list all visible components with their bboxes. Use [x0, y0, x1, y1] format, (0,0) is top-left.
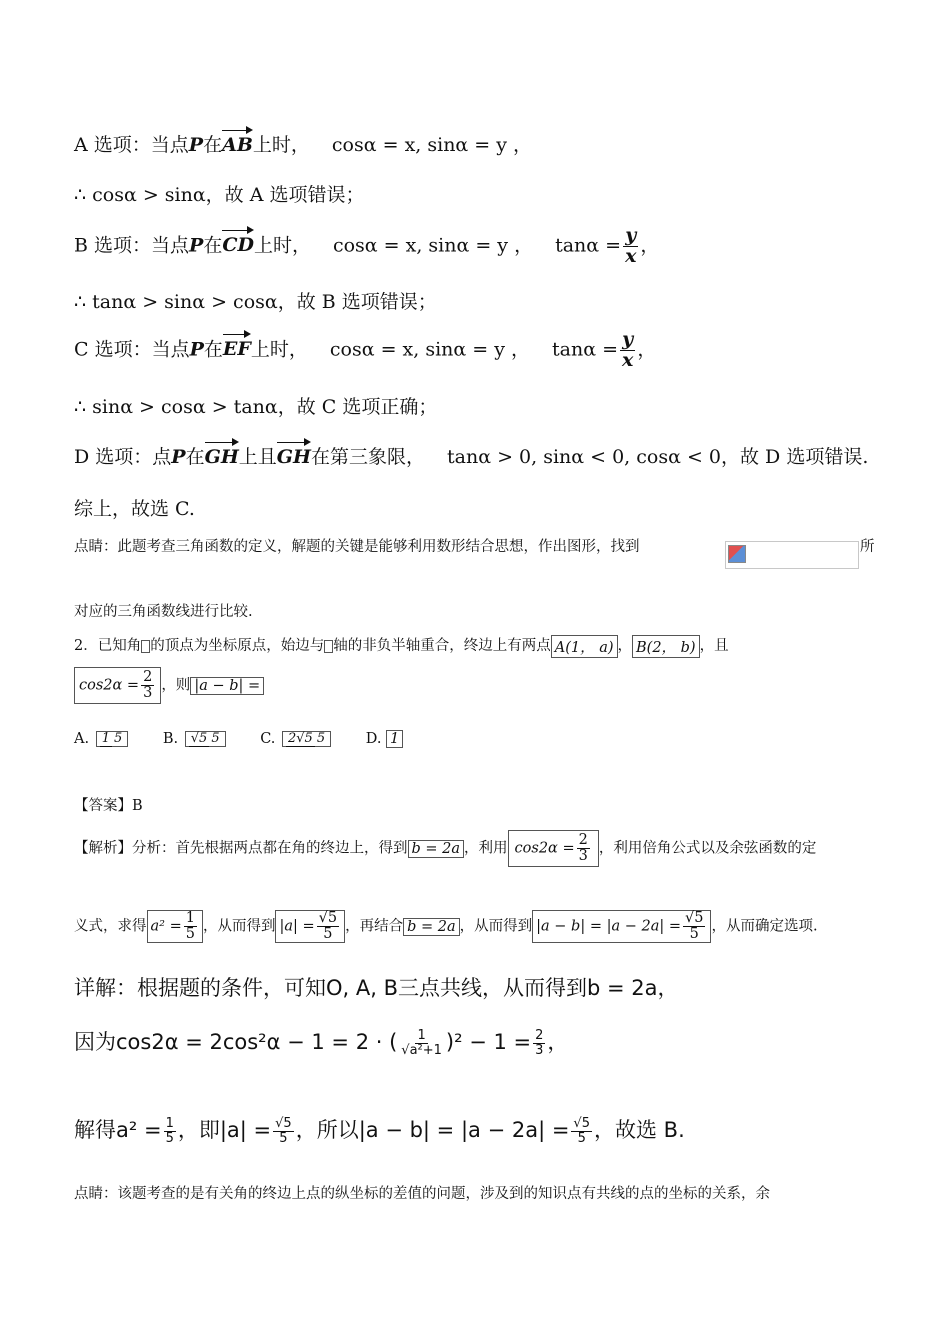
- fraction: [620, 330, 635, 371]
- denominator: √a²+1: [401, 1042, 442, 1058]
- numerator: 1: [185, 910, 195, 926]
- denominator: 5: [323, 926, 333, 943]
- option-label: C.: [260, 731, 276, 747]
- option-value: [96, 731, 129, 747]
- math-expr: cosα = x, sinα = y ，: [332, 234, 534, 257]
- text: cos2α =: [514, 840, 575, 857]
- denominator: 3: [578, 848, 588, 865]
- option-c: [260, 731, 333, 747]
- text: 上时，: [253, 234, 311, 257]
- text: 义式，求得: [74, 918, 147, 935]
- fraction: [164, 1117, 176, 1145]
- analysis-line1: [74, 830, 816, 867]
- point-p: P: [171, 446, 186, 468]
- line-option-b-conclusion: ∴ tanα > sinα > cosα，故 B 选项错误；: [74, 291, 437, 313]
- text: ，: [640, 234, 660, 257]
- fraction: [533, 1029, 545, 1057]
- point-p: P: [189, 338, 204, 361]
- denominator: 5: [113, 731, 123, 747]
- comment-1: [74, 535, 640, 556]
- line-option-d: [74, 440, 868, 469]
- point-p: P: [189, 234, 204, 257]
- text: 轴的非负半轴重合，终边上有两点: [333, 638, 551, 654]
- option-value: [282, 731, 331, 747]
- point-a: A(1， a): [551, 635, 618, 658]
- text: 在: [203, 234, 223, 257]
- denominator: x: [622, 348, 634, 371]
- placeholder-box: [141, 640, 150, 653]
- text: D 选项：点: [74, 446, 172, 468]
- text: ，再结合: [345, 918, 404, 935]
- line-option-a-conclusion: ∴ cosα > sinα，故 A 选项错误；: [74, 184, 365, 206]
- line-summary: 综上，故选 C.: [74, 498, 195, 520]
- text: 上时，: [252, 134, 310, 156]
- fraction: [623, 226, 638, 267]
- numerator: √5: [573, 1115, 590, 1131]
- denominator: 5: [185, 926, 195, 943]
- text: 在: [203, 134, 223, 156]
- option-label: D.: [365, 731, 382, 747]
- placeholder-box: [324, 640, 333, 653]
- analysis-line2: [74, 910, 818, 943]
- text: 的顶点为坐标原点，始边与: [150, 638, 325, 654]
- text: cos2α =: [79, 677, 140, 694]
- broken-image-icon: [728, 545, 746, 563]
- detail-line2: [74, 1026, 568, 1057]
- line-option-a: [74, 128, 532, 157]
- numerator: 2: [578, 832, 588, 848]
- option-label: B.: [162, 731, 179, 747]
- denominator: 5: [577, 1130, 586, 1146]
- text: ，: [637, 338, 657, 361]
- point-p: P: [188, 134, 204, 156]
- text: A 选项：当点: [74, 134, 189, 156]
- math-expr: cosα = x, sinα = y ，: [329, 338, 531, 361]
- text: 在第三象限，: [310, 446, 425, 468]
- fraction: [571, 1117, 592, 1145]
- math-box: [147, 910, 203, 943]
- text: C 选项：当点: [74, 338, 190, 361]
- text: 所: [860, 539, 875, 555]
- text: ，: [617, 638, 632, 654]
- option-value: 1: [386, 730, 403, 748]
- line-option-c: [74, 330, 656, 371]
- math-expr: tanα =: [555, 234, 622, 257]
- math-box: b = 2a: [408, 840, 465, 858]
- fraction: [317, 911, 339, 942]
- text: ，所以|a − b| = |a − 2a| =: [295, 1118, 570, 1142]
- math-box: [532, 910, 711, 943]
- option-b: [163, 731, 228, 747]
- text: ，从而得到: [202, 918, 276, 935]
- text: 【解析】分析：首先根据两点都在角的终边上，得到: [74, 840, 408, 857]
- line-option-b: [74, 226, 659, 267]
- denominator: 5: [279, 1130, 288, 1146]
- answer: 【答案】B: [74, 798, 143, 814]
- text: 因为cos2α = 2cos²α − 1 = 2 · (: [74, 1030, 398, 1054]
- fraction: [577, 833, 590, 864]
- numerator: √5: [318, 910, 338, 926]
- denominator: 5: [165, 1130, 174, 1146]
- numerator: √5: [190, 731, 208, 747]
- numerator: 1: [165, 1115, 174, 1131]
- text: 解得a² =: [74, 1118, 162, 1142]
- numerator: 2√5: [288, 731, 313, 747]
- vector-cd: CD: [222, 228, 254, 256]
- comment-1-line2: 对应的三角函数线进行比较.: [74, 604, 253, 620]
- fraction: [683, 911, 705, 942]
- numerator: 2: [535, 1027, 544, 1043]
- denominator: 5: [211, 731, 220, 747]
- numerator: √5: [275, 1115, 292, 1131]
- denominator: 5: [689, 926, 699, 943]
- vector-ab: AB: [222, 128, 253, 156]
- comment-2: 点睛：该题考查的是有关角的终边上点的纵坐标的差值的问题，涉及到的知识点有共线的点的坐标的关系，余: [74, 1186, 770, 1202]
- option-d: [366, 730, 404, 748]
- math-box: [508, 830, 599, 867]
- broken-image: [725, 541, 859, 569]
- math-box: [275, 910, 345, 943]
- text: 2．已知角: [74, 638, 142, 654]
- numerator: y: [625, 224, 637, 246]
- denominator: x: [625, 244, 637, 267]
- denominator: 3: [143, 685, 153, 702]
- text: )² − 1 =: [445, 1030, 532, 1054]
- numerator: 1: [101, 731, 110, 747]
- fraction: [273, 1117, 294, 1145]
- text: 在: [203, 338, 223, 361]
- vector-gh: GH: [277, 440, 311, 468]
- point-b: B(2， b): [632, 635, 700, 658]
- text: ，故选 B.: [593, 1118, 685, 1142]
- detail-line1: 详解：根据题的条件，可知O, A, B三点共线，从而得到b = 2a，: [74, 976, 679, 1000]
- text: ，且: [699, 638, 729, 654]
- text: B 选项：当点: [74, 234, 190, 257]
- math-expr: tanα > 0, sinα < 0, cosα < 0，故 D 选项错误.: [447, 446, 869, 468]
- text: 点睛：此题考查三角函数的定义，解题的关键是能够利用数形结合思想，作出图形，找到: [74, 539, 640, 555]
- denominator: 3: [535, 1042, 544, 1058]
- option-label: A.: [74, 731, 90, 747]
- numerator: 1: [417, 1027, 426, 1043]
- vector-ef: EF: [223, 332, 251, 360]
- fraction: [184, 911, 197, 942]
- denominator: 5: [316, 731, 326, 747]
- text: ，从而确定选项.: [711, 918, 818, 935]
- text: ，从而得到: [459, 918, 533, 935]
- option-a: [74, 731, 130, 747]
- text: ，则: [161, 677, 191, 694]
- detail-line3: [74, 1114, 685, 1145]
- cos-condition: [74, 667, 161, 704]
- numerator: y: [622, 328, 634, 350]
- question-2: [74, 634, 729, 658]
- line-option-c-conclusion: ∴ sinα > cosα > tanα，故 C 选项正确；: [74, 396, 438, 418]
- text: ，利用倍角公式以及余弦函数的定: [598, 840, 817, 857]
- fraction: [399, 1029, 444, 1057]
- math-expr: cosα = x, sinα = y ，: [331, 134, 533, 156]
- text: 在: [185, 446, 205, 468]
- math-box: b = 2a: [403, 918, 460, 936]
- math-expr: tanα =: [552, 338, 619, 361]
- text: ，即|a| =: [177, 1118, 272, 1142]
- text: |a − b| = |a − 2a| =: [536, 918, 681, 935]
- text: 上且: [238, 446, 277, 468]
- question-2-line2: [74, 667, 264, 704]
- text: |a| =: [279, 918, 315, 935]
- text: a² =: [150, 918, 182, 935]
- text: ，利用: [464, 840, 508, 857]
- numerator: 2: [143, 669, 153, 685]
- ask-expr: |a − b| =: [190, 677, 264, 695]
- options-row: [74, 730, 431, 748]
- text: 上时，: [250, 338, 308, 361]
- fraction: [141, 670, 154, 701]
- numerator: √5: [685, 910, 704, 926]
- vector-gh: GH: [205, 440, 239, 468]
- option-value: [185, 731, 226, 747]
- text: ，: [547, 1030, 569, 1054]
